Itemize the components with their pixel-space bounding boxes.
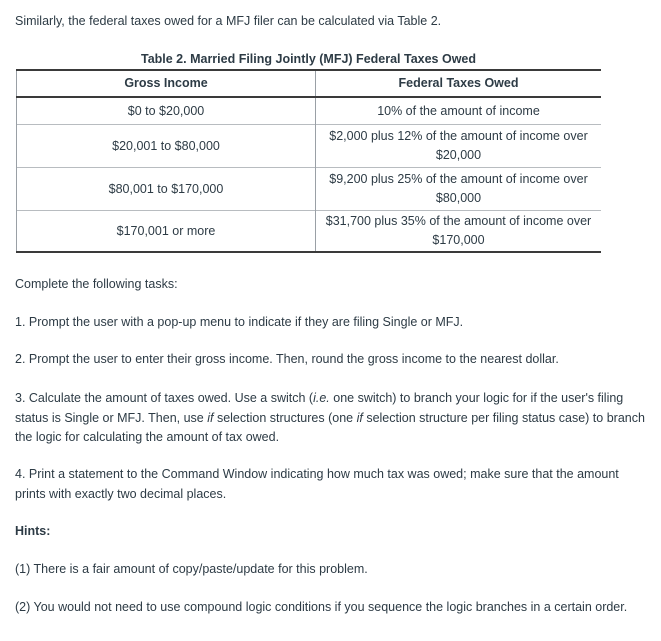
table-header-row xyxy=(17,70,602,97)
task-3-text: 3. Calculate the amount of taxes owed. Use a switch ( xyxy=(15,391,314,405)
task-3-ie: i.e. xyxy=(313,391,330,405)
hint-1: (1) There is a fair amount of copy/paste/update for this problem. xyxy=(15,562,368,576)
income-cell: $80,001 to $170,000 xyxy=(17,168,316,211)
table-row xyxy=(17,211,602,253)
intro-text: Similarly, the federal taxes owed for a MFJ filer can be calculated via Table 2. xyxy=(15,14,442,28)
task-4: 4. Print a statement to the Command Window indicating how much tax was owed; make sure that the amount prints with exactly two decimal places. xyxy=(15,467,619,501)
income-cell: $170,001 or more xyxy=(17,211,316,253)
tax-cell: 10% of the amount of income xyxy=(316,97,602,125)
header-federal-taxes-owed: Federal Taxes Owed xyxy=(316,70,602,97)
tax-cell: $2,000 plus 12% of the amount of income over $20,000 xyxy=(316,125,602,168)
tax-cell: $31,700 plus 35% of the amount of income over $170,000 xyxy=(316,211,602,253)
table-caption: Table 2. Married Filing Jointly (MFJ) Federal Taxes Owed xyxy=(140,52,477,66)
income-cell: $20,001 to $80,000 xyxy=(17,125,316,168)
table-row xyxy=(17,168,602,211)
task-3-text: one switch) to branch your logic for if the user's filing status is Single or MFJ. Then, use xyxy=(15,391,624,425)
hints-heading: Hints: xyxy=(15,524,51,538)
task-1: 1. Prompt the user with a pop-up menu to indicate if they are filing Single or MFJ. xyxy=(15,315,464,329)
task-3-if: if xyxy=(207,410,214,425)
hint-2: (2) You would not need to use compound logic conditions if you sequence the logic branches in a certain order. xyxy=(15,600,628,614)
task-3-if: if xyxy=(356,410,363,425)
header-gross-income: Gross Income xyxy=(17,70,316,97)
task-2: 2. Prompt the user to enter their gross income. Then, round the gross income to the nearest dollar. xyxy=(15,352,559,366)
tax-cell: $9,200 plus 25% of the amount of income over $80,000 xyxy=(316,168,602,211)
mfj-tax-table xyxy=(16,69,601,253)
tasks-heading: Complete the following tasks: xyxy=(15,277,178,291)
income-cell: $0 to $20,000 xyxy=(17,97,316,125)
table-row xyxy=(17,97,602,125)
task-3-text: selection structure per filing status case) to branch the logic for calculating the amount of tax owed. xyxy=(15,410,645,444)
table-row xyxy=(17,125,602,168)
task-3 xyxy=(15,389,647,448)
task-3-text: selection structures (one xyxy=(213,410,357,425)
